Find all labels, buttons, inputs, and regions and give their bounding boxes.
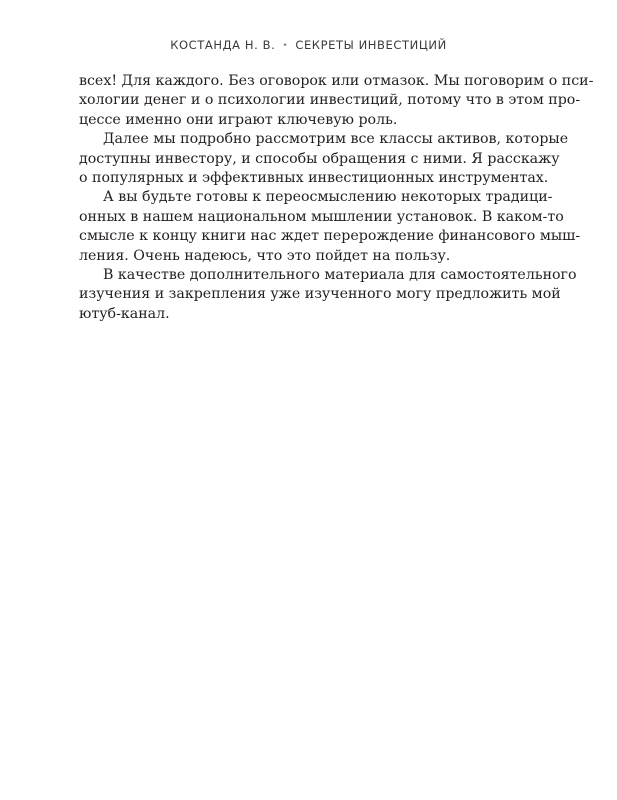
header-book-title: СЕКРЕТЫ ИНВЕСТИЦИЙ xyxy=(295,38,447,52)
paragraph xyxy=(79,130,569,188)
text-line: А вы будьте готовы к переосмыслению некоторых традици- xyxy=(103,189,553,206)
body-text xyxy=(79,72,594,324)
paragraph xyxy=(79,188,581,266)
paragraph xyxy=(79,72,594,130)
header-author: КОСТАНДА Н. В. xyxy=(170,38,276,52)
text-line: о популярных и эффективных инвестиционных инструментах. xyxy=(79,169,549,186)
text-line: В качестве дополнительного материала для самостоятельного xyxy=(103,266,577,283)
paragraph xyxy=(79,266,577,324)
text-line: доступны инвестору, и способы обращения с ними. Я расскажу xyxy=(79,150,560,167)
text-line: всех! Для каждого. Без оговорок или отмазок. Мы поговорим о пси- xyxy=(79,73,594,89)
running-header xyxy=(0,38,617,52)
text-line: ютуб-канал. xyxy=(79,305,170,322)
text-line: онных в нашем национальном мышлении установок. В каком-то xyxy=(79,208,564,225)
text-line: смысле к концу книги нас ждет перерождение финансового мыш- xyxy=(79,228,581,245)
text-line: ления. Очень надеюсь, что это пойдет на пользу. xyxy=(79,247,451,264)
text-line: Далее мы подробно рассмотрим все классы активов, которые xyxy=(103,131,569,148)
header-separator: • xyxy=(282,41,289,51)
text-line: хологии денег и о психологии инвестиций, потому что в этом про- xyxy=(79,92,581,109)
text-line: цессе именно они играют ключевую роль. xyxy=(79,111,398,128)
text-line: изучения и закрепления уже изученного могу предложить мой xyxy=(79,286,561,303)
